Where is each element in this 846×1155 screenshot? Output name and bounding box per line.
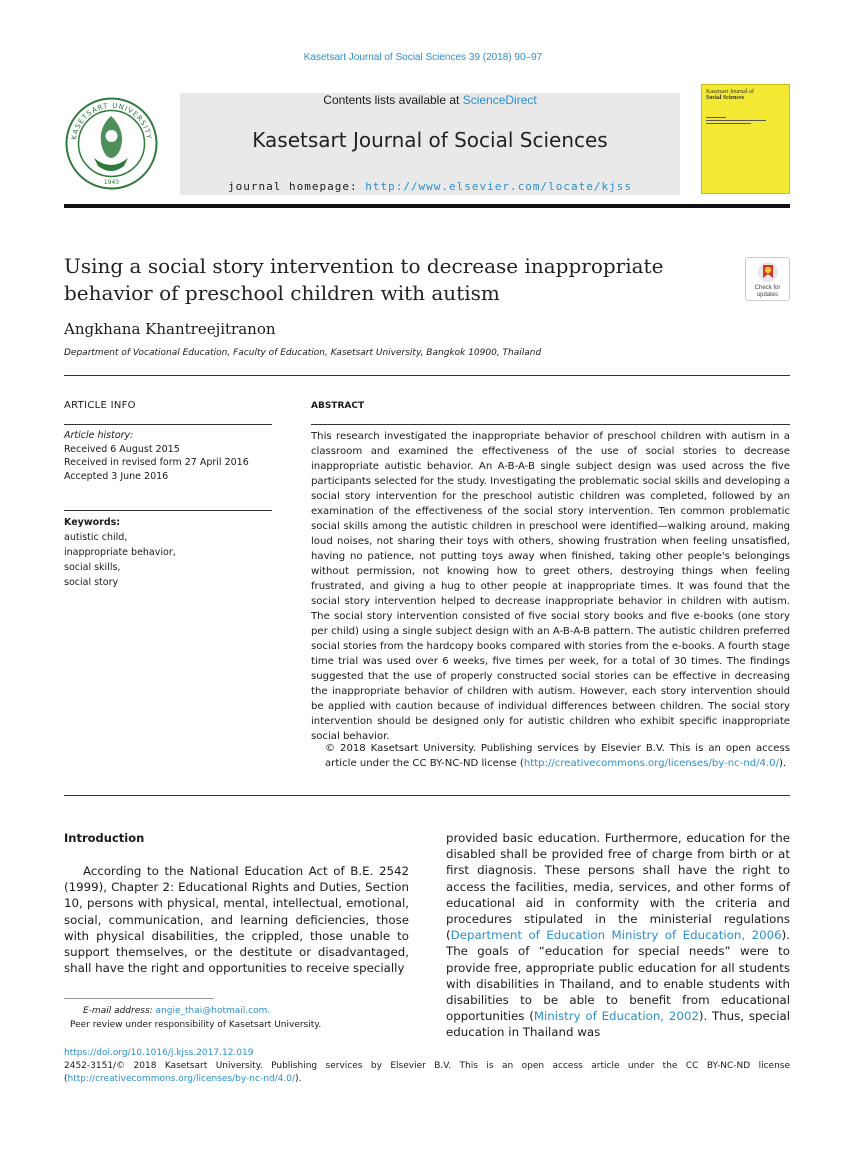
author-affiliation: Department of Vocational Education, Faculty of Education, Kasetsart University, Bangkok 10900, Thailand [64,348,542,358]
article-info-rule [64,424,272,425]
journal-title: Kasetsart Journal of Social Sciences [252,128,608,152]
article-info-heading: ARTICLE INFO [64,400,136,411]
crossmark-label: Check for updates [754,285,781,298]
cover-title-line1: Kasetsart Journal of [706,89,754,95]
citation-link[interactable]: Department of Education Ministry of Education, 2006 [450,928,782,943]
intro-text: ). The goals of “education for special needs” were to provide free, appropriate public education for all students with disabilities in Thailand, and to enable students with disabilities to be able to benefit from educational opportunities ( [446,928,790,1024]
author-name: Angkhana Khantreejitranon [64,320,276,338]
abstract-heading: ABSTRACT [311,401,365,411]
cover-title-line2: Social Sciences [706,95,745,101]
introduction-heading: Introduction [64,831,145,845]
email-link[interactable]: angie_thai@hotmail.com. [155,1006,271,1016]
journal-reference[interactable]: Kasetsart Journal of Social Sciences 39 (2018) 90–97 [303,52,543,63]
abstract-bottom-rule [64,795,790,796]
contents-prefix: Contents lists available at [323,93,463,107]
license-text: 2452-3151/© 2018 Kasetsart University. Publishing services by Elsevier B.V. This is an open access article under the CC BY-NC-ND license ( [64,1061,790,1084]
intro-right-column [446,830,790,1041]
intro-text: ). Thus, special education in Thailand was [446,1009,790,1040]
keyword: social story [64,577,119,588]
article-title: Using a social story intervention to decrease inappropriate behavior of preschool children with autism [64,254,664,305]
license-statement [64,1060,790,1086]
history-label: Article history: [64,430,134,441]
email-label: E-mail address: [83,1006,156,1016]
peer-review-note: Peer review under responsibility of Kasetsart University. [70,1020,322,1030]
keywords-block [64,515,176,590]
crossmark-icon [757,261,779,283]
email-line [64,1004,321,1018]
keywords-label: Keywords: [64,517,121,528]
keyword: autistic child, [64,532,128,543]
copyright-text: © 2018 Kasetsart University. Publishing services by Elsevier B.V. This is an open access article under the CC BY-NC-ND license ( [325,743,790,769]
seal-year: 1943 [103,179,120,186]
check-for-updates-badge[interactable] [745,257,790,301]
title-rule [64,375,790,376]
accepted-date: Accepted 3 June 2016 [64,470,169,482]
received-date: Received 6 August 2015 [64,443,180,455]
contents-line [180,93,680,107]
header-rule [64,204,790,208]
keywords-rule [64,510,272,511]
license-end: ). [295,1074,302,1084]
license-link[interactable]: http://creativecommons.org/licenses/by-nc-nd/4.0/ [523,758,779,769]
article-history [64,429,249,483]
journal-cover-thumbnail[interactable] [701,84,790,194]
abstract-copyright [325,741,790,771]
citation-link[interactable]: Ministry of Education, 2002 [533,1009,699,1024]
sciencedirect-link[interactable]: ScienceDirect [462,93,537,107]
seal-top-text: KASETSART UNIVERSITY [70,101,153,141]
abstract-rule [311,424,790,425]
abstract-text: This research investigated the inappropriate behavior of preschool children with autism in a classroom and examined the effectiveness of the use of social stories to decrease inappropriate autistic behavior. An A-B-A-B single subject design was used across the five participants selected for the study. Investigating the problematic social skills and developing a social story intervention for the preschool autistic children was completed, followed by an examination of the effectiveness of the social story intervention. Ten common problematic social skills among the autistic children in preschool were identified—walking around, making loud noises, not sharing their toys with others, showing frustration when feeling unsatisfied, having no patience, not putting toys away when finished, taking other people's belongings without permission, not knowing how to greet others, destroying things when feeling frustrated, and giving a hug to other people at inappropriate times. It was found that the social story intervention helped to decrease inappropriate behavior in children with autism. The social story intervention consisted of five social story books and five e-books (one story per child) using a single subject design with an A-B-A-B pattern. The autistic children preferred social stories from the hardcopy books compared with stories from the e-books. A fourth stage time trial was used over 6 weeks, five times per week, for a total of 30 times. The findings suggested that the use of properly constructed social stories can be effective in decreasing the inappropriate behavior of children with autism. However, each story intervention should be applied with caution because of individual differences between children. The social story intervention should be designed only for autistic children who exhibit specific inappropriate social behavior. [311,431,790,742]
revised-date: Received in revised form 27 April 2016 [64,457,249,468]
copyright-end: ). [778,758,787,769]
footnote-rule [64,998,214,999]
footer-license-link[interactable]: http://creativecommons.org/licenses/by-nc-nd/4.0/ [67,1074,295,1084]
keyword: inappropriate behavior, [64,547,176,558]
homepage-link[interactable]: http://www.elsevier.com/locate/kjss [365,180,632,193]
journal-homepage [180,180,680,193]
intro-left-column: According to the National Education Act of B.E. 2542 (1999), Chapter 2: Educational Rights and Duties, Section 10, persons with physical, mental, intellectual, emotional, social, communication, and learning deficiencies, those with physical disabilities, the crippled, those unable to support themselves, or the destitute or disadvantaged, shall have the right and opportunities to receive specially [64,864,409,976]
doi-link[interactable]: https://doi.org/10.1016/j.kjss.2017.12.019 [64,1048,254,1058]
footnote [64,1004,321,1032]
homepage-prefix: journal homepage: [227,180,366,193]
intro-text: provided basic education. Furthermore, education for the disabled shall be provided free of charge from birth or at first diagnosis. These persons shall have the right to access the facilities, media, services, and other forms of educational aid in conformity with the criteria and procedures stipulated in the ministerial regulations ( [446,831,790,943]
university-seal-logo [64,96,159,191]
keyword: social skills, [64,562,121,573]
